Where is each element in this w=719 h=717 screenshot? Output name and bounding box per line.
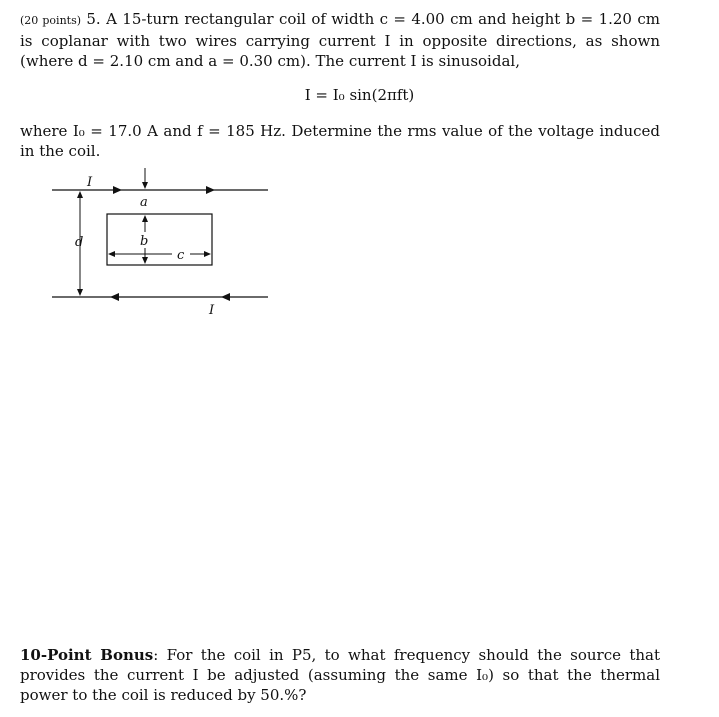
problem-text: 5. A 15-turn rectangular coil of width c = 4.00 cm and height b = 1.20 cm is coplanar with two wires carrying current I in opposite directions, as shown (where d = 2.10 cm and a = 0.30 cm). The current I is sinusoidal, [20,10,660,70]
label-current-bottom: I [209,303,215,318]
label-current-top: I [87,175,93,190]
problem-given-values: where I₀ = 17.0 A and f = 185 Hz. Determine the rms value of the voltage induced in the coil. [20,122,660,160]
points-label: (20 points) [20,14,82,27]
bonus-question [20,645,660,705]
bottom-wire-arrow-2 [221,293,230,301]
coil-rectangle [107,214,212,265]
top-wire-arrow-2 [206,186,215,194]
label-b: b [140,234,149,249]
current-equation: I = I₀ sin(2πft) [304,86,415,104]
top-wire-arrow-1 [113,186,122,194]
bonus-title: 10-Point Bonus [20,646,154,664]
label-d: d [75,235,84,250]
label-c: c [177,248,185,263]
bottom-wire-arrow-1 [110,293,119,301]
bonus-text: : For the coil in P5, to what frequency should the source that provides the current I be adjusted (assuming the same I₀) so that the thermal power to the coil is reduced by 50.%? [20,646,661,704]
label-a: a [140,195,148,210]
